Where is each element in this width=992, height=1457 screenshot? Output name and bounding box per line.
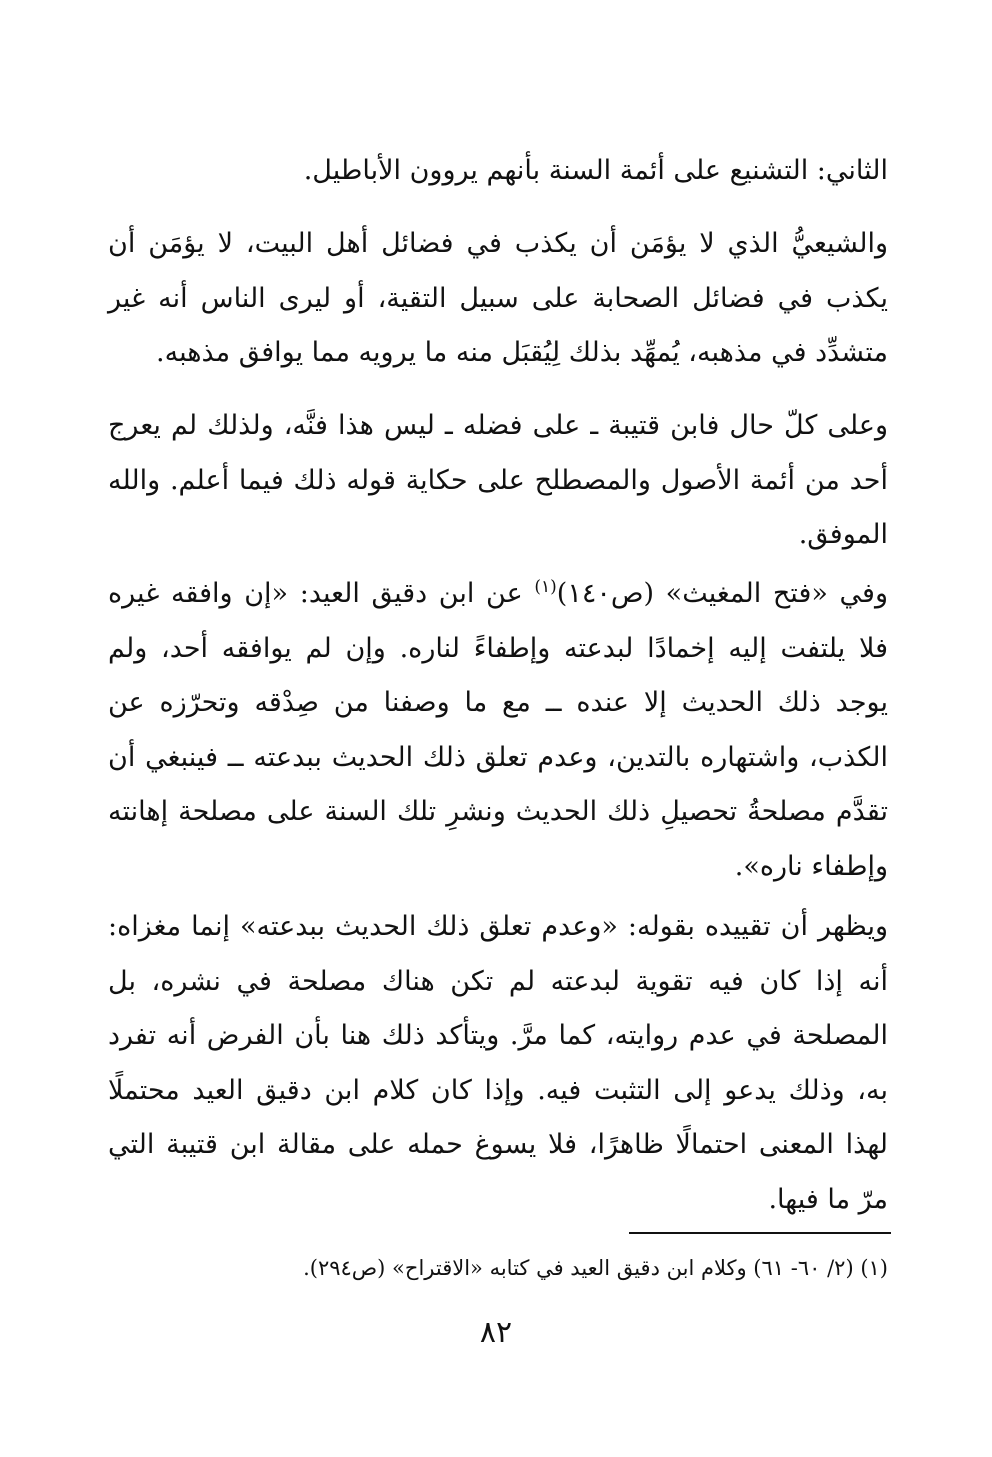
paragraph-4-opening: وفي «فتح المغيث» (ص١٤٠) [556, 578, 888, 609]
paragraph-5: ويظهر أن تقييده بقوله: «وعدم تعلق ذلك الحديث ببدعته» إنما مغزاه: أنه إذا كان فيه تقوية لبدعته لم تكن هناك مصلحة في نشره، بل المصلحة في عدم روايته، كما مرَّ. ويتأكد ذلك هنا بأن الفرض أنه تفرد به، وذلك يدعو إلى التثبت فيه. وإذا كان كلام ابن دقيق العيد محتملًا لهذا المعنى احتمالًا ظاهرًا، فلا يسوغ حمله على مقالة ابن قتيبة التي مرّ ما فيها. [108, 911, 888, 1215]
footnote: (١) (٢/ ٦٠- ٦١) وكلام ابن دقيق العيد في كتابه «الاقتراح» (ص٢٩٤). [303, 1256, 888, 1280]
footnote-reference[interactable]: (١) [534, 577, 557, 597]
footnote-separator [629, 1232, 891, 1234]
paragraph-3: وعلى كلّ حال فابن قتيبة ـ على فضله ـ ليس هذا فنَّه، ولذلك لم يعرج أحد من أئمة الأصول والمصطلح على حكاية قوله ذلك فيما أعلم. والله الموفق. [108, 410, 888, 550]
paragraph-1: الثاني: التشنيع على أئمة السنة بأنهم يروون الأباطيل. [303, 155, 888, 186]
paragraph-4 [108, 567, 888, 894]
paragraph-4-quote: عن ابن دقيق العيد: «إن وافقه غيره فلا يلتفت إليه إخمادًا لبدعته وإطفاءً لناره. وإن لم يوافقه أحد، ولم يوجد ذلك الحديث إلا عنده ــ مع ما وصفنا من صِدْقه وتحرّزه عن الكذب، واشتهاره بالتدين، وعدم تعلق ذلك الحديث ببدعته ــ فينبغي أن تقدَّم مصلحةُ تحصيلِ ذلك الحديث ونشرِ تلك السنة على مصلحة إهانته وإطفاء ناره». [108, 578, 888, 882]
paragraph-2: والشيعيُّ الذي لا يؤمَن أن يكذب في فضائل أهل البيت، لا يؤمَن أن يكذب في فضائل الصحابة على سبيل التقية، أو ليرى الناس أنه غير متشدِّد في مذهبه، يُمهِّد بذلك لِيُقبَل منه ما يرويه مما يوافق مذهبه. [108, 228, 888, 368]
page-number: ٨٢ [479, 1315, 513, 1350]
